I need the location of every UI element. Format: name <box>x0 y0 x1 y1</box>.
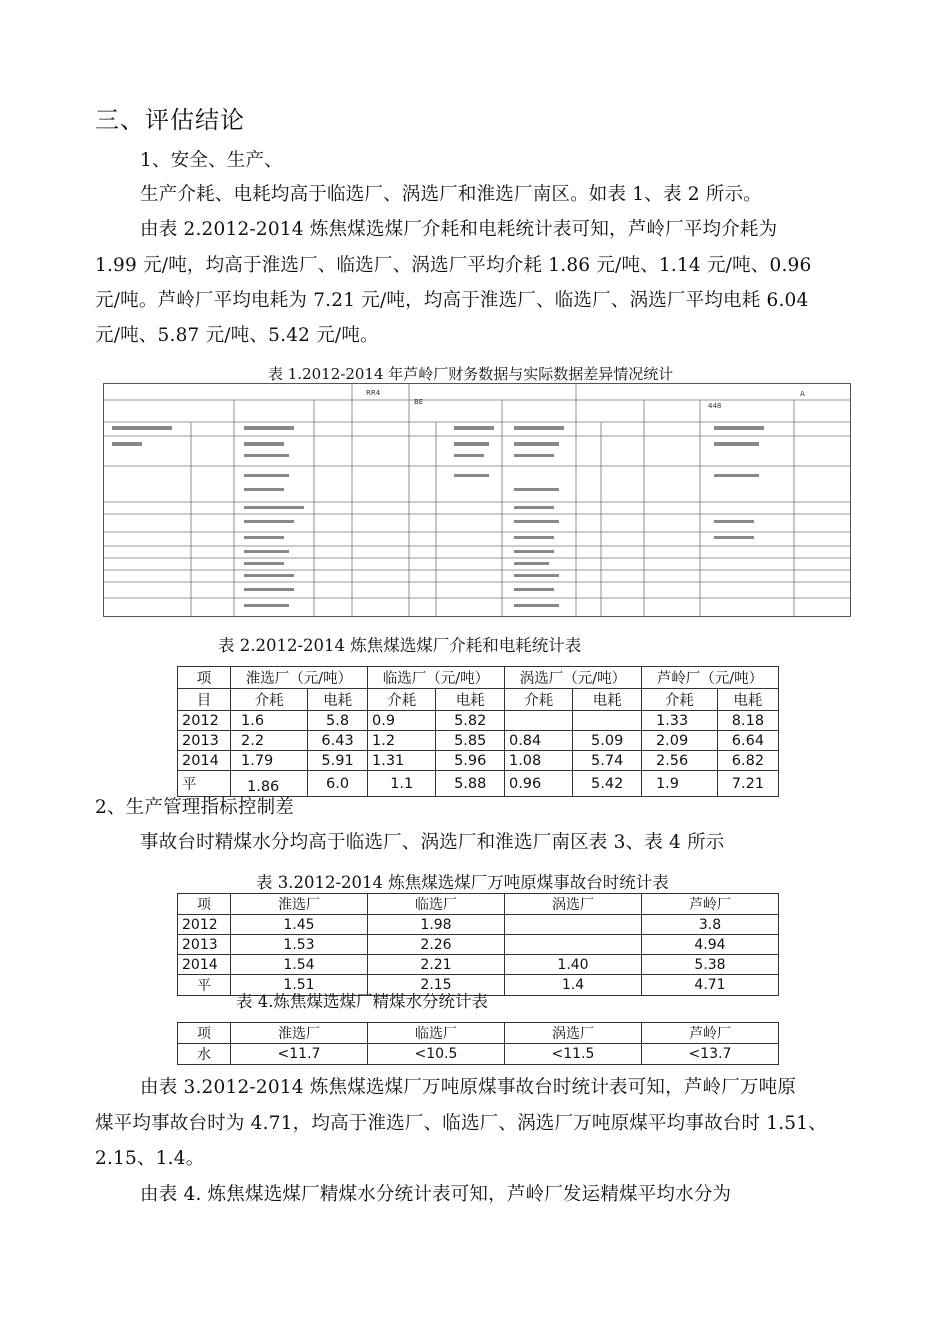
table2-corner-bottom: 目 <box>178 689 231 711</box>
table2-sub-power: 电耗 <box>436 689 505 711</box>
paragraph-4-line-2: 煤平均事故台时为 4.71，均高于淮选厂、临选厂、涡选厂万吨原煤平均事故台时 1.51、 <box>95 1113 827 1134</box>
table-cell: 5.09 <box>573 731 642 751</box>
table-cell: 6.0 <box>308 771 368 797</box>
table4-col-lin: 临选厂 <box>368 1023 505 1044</box>
table2-group-lin: 临选厂（元/吨） <box>367 667 504 689</box>
table-cell: 1.31 <box>367 751 435 771</box>
table-cell: 5.42 <box>573 771 642 797</box>
table-cell: 2.2 <box>231 731 308 751</box>
table1-caption: 表 1.2012-2014 年芦岭厂财务数据与实际数据差异情况统计 <box>268 365 674 383</box>
table-cell: 5.74 <box>573 751 642 771</box>
table4-moisture <box>177 1022 779 1065</box>
table-cell: 5.85 <box>436 731 505 751</box>
table-cell <box>505 915 642 935</box>
table2-row-label: 2013 <box>178 731 231 751</box>
paragraph-2-line-1: 由表 2.2012-2014 炼焦煤选煤厂介耗和电耗统计表可知，芦岭厂平均介耗为 <box>140 219 778 240</box>
table1-header-a: A <box>800 390 805 398</box>
table-cell: 5.82 <box>436 711 505 731</box>
table-cell: 1.98 <box>368 915 505 935</box>
table-row <box>178 731 779 751</box>
paragraph-2-line-3: 元/吨。芦岭厂平均电耗为 7.21 元/吨，均高于淮选厂、临选厂、涡选厂平均电耗 6.04 <box>95 290 809 311</box>
table-cell: 1.45 <box>231 915 368 935</box>
table-cell: 1.79 <box>231 751 308 771</box>
table-cell: 5.96 <box>436 751 505 771</box>
table-cell: 0.96 <box>504 771 572 797</box>
table-cell: 6.64 <box>717 731 778 751</box>
table-cell <box>573 711 642 731</box>
table2-consumption <box>177 666 779 797</box>
table3-col-guo: 涡选厂 <box>505 894 642 915</box>
table3-col-luling: 芦岭厂 <box>642 894 779 915</box>
table-cell: 2.56 <box>641 751 717 771</box>
table3-row-label: 2014 <box>178 955 231 975</box>
table2-group-guo: 涡选厂（元/吨） <box>504 667 641 689</box>
paragraph-4-line-1: 由表 3.2012-2014 炼焦煤选煤厂万吨原煤事故台时统计表可知，芦岭厂万吨原 <box>140 1077 797 1098</box>
table2-sub-medium: 介耗 <box>504 689 572 711</box>
paragraph-5: 由表 4. 炼焦煤选煤厂精煤水分统计表可知，芦岭厂发运精煤平均水分为 <box>140 1184 732 1205</box>
paragraph-3: 事故台时精煤水分均高于临选厂、涡选厂和淮选厂南区表 3、表 4 所示 <box>140 832 725 853</box>
table1-header-be: BE <box>414 398 424 406</box>
paragraph-1: 生产介耗、电耗均高于临选厂、涡选厂和淮选厂南区。如表 1、表 2 所示。 <box>140 184 762 205</box>
table-cell: 4.94 <box>642 935 779 955</box>
paragraph-2-line-4: 元/吨、5.87 元/吨、5.42 元/吨。 <box>95 325 379 346</box>
table-cell: 2.21 <box>368 955 505 975</box>
table-cell: <11.5 <box>505 1044 642 1065</box>
table-cell: 6.43 <box>308 731 368 751</box>
table-cell: <11.7 <box>231 1044 368 1065</box>
table2-group-luling: 芦岭厂（元/吨） <box>641 667 778 689</box>
table-cell: 0.84 <box>504 731 572 751</box>
table-cell: 1.53 <box>231 935 368 955</box>
table-cell: 1.4 <box>505 975 642 996</box>
table3-col-huai: 淮选厂 <box>231 894 368 915</box>
table-cell: 7.21 <box>717 771 778 797</box>
table4-caption: 表 4.炼焦煤选煤厂精煤水分统计表 <box>236 992 488 1011</box>
table-row <box>178 955 779 975</box>
subheading-2: 2、生产管理指标控制差 <box>95 797 294 818</box>
table-cell: 1.6 <box>231 711 308 731</box>
table-row <box>178 711 779 731</box>
section-heading: 三、评估结论 <box>95 106 245 134</box>
table2-sub-medium: 介耗 <box>231 689 308 711</box>
table-cell: 1.51 <box>231 975 368 996</box>
table-cell <box>504 711 572 731</box>
table-cell: 1.9 <box>641 771 717 797</box>
table-cell: 1.86 <box>231 771 308 797</box>
table4-col-guo: 涡选厂 <box>505 1023 642 1044</box>
table-row <box>178 751 779 771</box>
paragraph-4-line-3: 2.15、1.4。 <box>95 1148 205 1169</box>
table4-row-label: 水 <box>178 1044 231 1065</box>
table-cell: 5.88 <box>436 771 505 797</box>
table4-col-huai: 淮选厂 <box>231 1023 368 1044</box>
table1-scanned-image <box>103 383 851 617</box>
table-row <box>178 1044 779 1065</box>
table2-caption: 表 2.2012-2014 炼焦煤选煤厂介耗和电耗统计表 <box>218 636 582 655</box>
table-cell: 8.18 <box>717 711 778 731</box>
table2-corner-top: 项 <box>178 667 231 689</box>
table2-sub-power: 电耗 <box>717 689 778 711</box>
table3-corner: 项 <box>178 894 231 915</box>
table-cell: 5.38 <box>642 955 779 975</box>
table2-sub-power: 电耗 <box>308 689 368 711</box>
table1-grid <box>104 384 850 616</box>
table-cell: 4.71 <box>642 975 779 996</box>
table3-row-label: 平 <box>178 975 231 996</box>
table3-row-label: 2012 <box>178 915 231 935</box>
table2-row-label: 2012 <box>178 711 231 731</box>
table2-row-label: 2014 <box>178 751 231 771</box>
table-cell: 5.8 <box>308 711 368 731</box>
table-cell: 3.8 <box>642 915 779 935</box>
table-cell: 0.9 <box>367 711 435 731</box>
table3-col-lin: 临选厂 <box>368 894 505 915</box>
subheading-1: 1、安全、生产、 <box>140 150 283 171</box>
table-cell: 1.1 <box>367 771 435 797</box>
table2-sub-medium: 介耗 <box>367 689 435 711</box>
table4-corner: 项 <box>178 1023 231 1044</box>
table2-sub-power: 电耗 <box>573 689 642 711</box>
table1-header-rr4: RR4 <box>366 389 381 397</box>
table3-accident-hours <box>177 893 779 996</box>
table-cell: 1.08 <box>504 751 572 771</box>
table-cell: 5.91 <box>308 751 368 771</box>
paragraph-2-line-2: 1.99 元/吨，均高于淮选厂、临选厂、涡选厂平均介耗 1.86 元/吨、1.14 元/吨、0.96 <box>95 255 812 276</box>
table-cell: <13.7 <box>642 1044 779 1065</box>
table-cell: 2.15 <box>368 975 505 996</box>
table-cell <box>505 935 642 955</box>
table-row <box>178 915 779 935</box>
table-cell: 1.2 <box>367 731 435 751</box>
table1-header-448: 448 <box>708 402 722 410</box>
table3-caption: 表 3.2012-2014 炼焦煤选煤厂万吨原煤事故台时统计表 <box>256 873 669 892</box>
table4-col-luling: 芦岭厂 <box>642 1023 779 1044</box>
table-cell: 1.40 <box>505 955 642 975</box>
table2-sub-medium: 介耗 <box>641 689 717 711</box>
table-cell: <10.5 <box>368 1044 505 1065</box>
table2-group-huai: 淮选厂（元/吨） <box>231 667 368 689</box>
table3-row-label: 2013 <box>178 935 231 955</box>
table-row <box>178 935 779 955</box>
table-cell: 6.82 <box>717 751 778 771</box>
table2-row-label: 平 <box>178 771 231 797</box>
table-cell: 2.26 <box>368 935 505 955</box>
table-cell: 1.54 <box>231 955 368 975</box>
table-cell: 2.09 <box>641 731 717 751</box>
table-cell: 1.33 <box>641 711 717 731</box>
